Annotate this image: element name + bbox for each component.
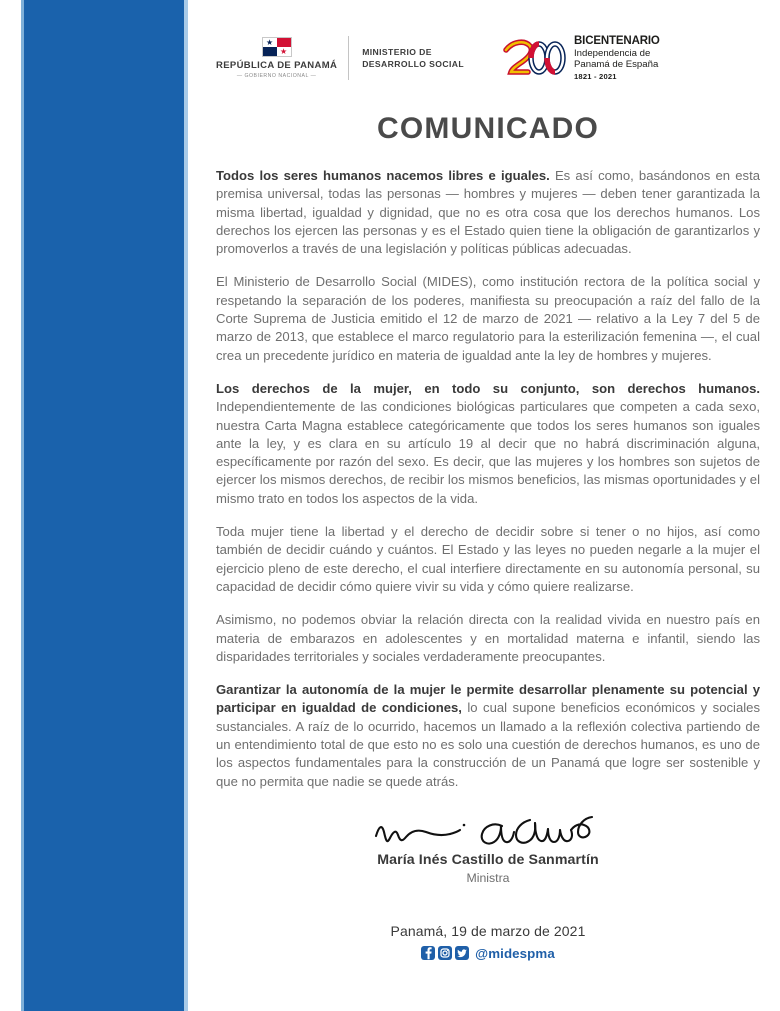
government-subtitle: — GOBIERNO NACIONAL — [236,73,317,79]
flag-star-blue: ★ [266,37,274,47]
ministry-line-2: DESARROLLO SOCIAL [362,59,464,69]
paragraph-text: Independientemente de las condiciones biológicas particulares que competen a cada sexo, nuestra Carta Magna establece categóricamente que todos los seres humanos son iguales ante la ley, y es clara en su artículo 19 al decir que no habrá discriminación alguna, específicamente por razón del sexo. Es decir, que las mujeres y los hombres son sujetos de ejercer los mismos derechos, de recibir los mismos beneficios, las mismas oportunidades y el mismo trato en todos los aspectos de la vida. [216,399,760,506]
paragraph [216,167,760,258]
ministry-name [362,46,464,70]
blue-band-inner-edge [21,0,24,1011]
paragraph-text: Asimismo, no podemos obviar la relación directa con la realidad vivida en nuestro país en materia de embarazos en adolescentes y en mortalidad materna e infantil, siendo las disparidades territoriales y sociales verdaderamente preocupantes. [216,612,760,664]
document-header [216,0,760,86]
paragraph-text: Toda mujer tiene la libertad y el derecho de decidir sobre si tener o no hijos, así como también de decidir cuándo y cuántos. El Estado y las leyes no pueden negarle a la mujer el ejercicio pleno de este derecho, el cual interfiere directamente en su autonomía personal, su capacidad de decidir cómo quiere vivir su vida y cómo quiere realizarse. [216,524,760,594]
government-name: REPÚBLICA DE PANAMÁ [216,60,338,71]
flag-quadrant-white-top [263,38,277,47]
signer-role: Ministra [466,870,510,885]
handwritten-signature-icon [372,814,604,856]
twitter-icon[interactable] [455,946,469,960]
bicentenario-line-1: Independencia de [574,47,651,59]
social-links-row [216,946,760,961]
flag-quadrant-blue-bottom [263,47,277,56]
paragraph [216,611,760,666]
paragraph [216,380,760,508]
ministry-line-1: MINISTERIO DE [362,46,432,57]
instagram-icon[interactable] [438,946,452,960]
paragraph [216,523,760,596]
blue-band-outer-edge [184,0,188,1011]
flag-quadrant-white-bottom [277,47,291,56]
bicentenario-text [574,35,660,80]
social-handle[interactable]: @midespma [475,945,555,961]
left-blue-band [21,0,184,1011]
facebook-icon[interactable] [421,946,435,960]
paragraph-text: Es así como, basándonos en esta premisa universal, todas las personas — hombres y mujeres — deben tener garantizada la misma libertad, igualdad y dignidad, que no es otra cosa que los derechos humanos. Los derechos los ejercen las personas y es el Estado quien tiene la obligación de garantizarlos y promoverlos a través de una legislación y políticas públicas adecuadas. [216,168,760,257]
government-logo [216,36,464,80]
bicentenario-years: 1821 - 2021 [574,71,617,81]
document-footer [216,923,760,961]
paragraph [216,273,760,364]
paragraph-lead: Todos los seres humanos nacemos libres e iguales. [216,168,550,183]
paragraph [216,681,760,791]
flag-star-red: ★ [280,46,288,56]
panama-flag-icon [262,37,292,57]
signer-name: María Inés Castillo de Sanmartín [377,851,599,868]
paragraph-lead: Garantizar la autonomía de la mujer le permite desarrollar plenamente su potencial y participar en igualdad de condiciones, [216,682,760,716]
bicentenario-title: BICENTENARIO [574,35,660,48]
document-body [216,167,760,791]
logo-divider [348,36,349,80]
paragraph-text: lo cual supone beneficios económicos y sociales sustanciales. A raíz de lo ocurrido, hacemos un llamado a la reflexión colectiva partiendo de un entendimiento total de que esto no es solo una cuestión de derechos humanos, es uno de los aspectos fundamentales para la construcción de un Panamá que logre ser sostenible y que no permita que nadie se quede atrás. [216,700,760,789]
page-title: COMUNICADO [377,112,599,145]
bicentenario-line-2: Panamá de España [574,58,659,70]
paragraph-lead: Los derechos de la mujer, en todo su conjunto, son derechos humanos. [216,380,760,396]
place-and-date: Panamá, 19 de marzo de 2021 [390,922,586,939]
bicentenario-ribbon-icon [503,37,569,79]
bicentenario-logo [503,35,660,80]
paragraph-text: El Ministerio de Desarrollo Social (MIDES), como institución rectora de la política social y respetando la separación de los poderes, manifiesta su preocupación a raíz del fallo de la Corte Suprema de Justicia emitido el 12 de marzo de 2021 — relativo a la Ley 7 del 5 de marzo de 2013, que establece el marco regulatorio para la esterilización femenina —, el cual crea un precedente jurídico en materia de igualdad ante la ley de hombres y mujeres. [216,274,760,363]
signature-block [216,814,760,885]
government-logo-left [216,37,348,79]
document-content [216,0,760,1011]
